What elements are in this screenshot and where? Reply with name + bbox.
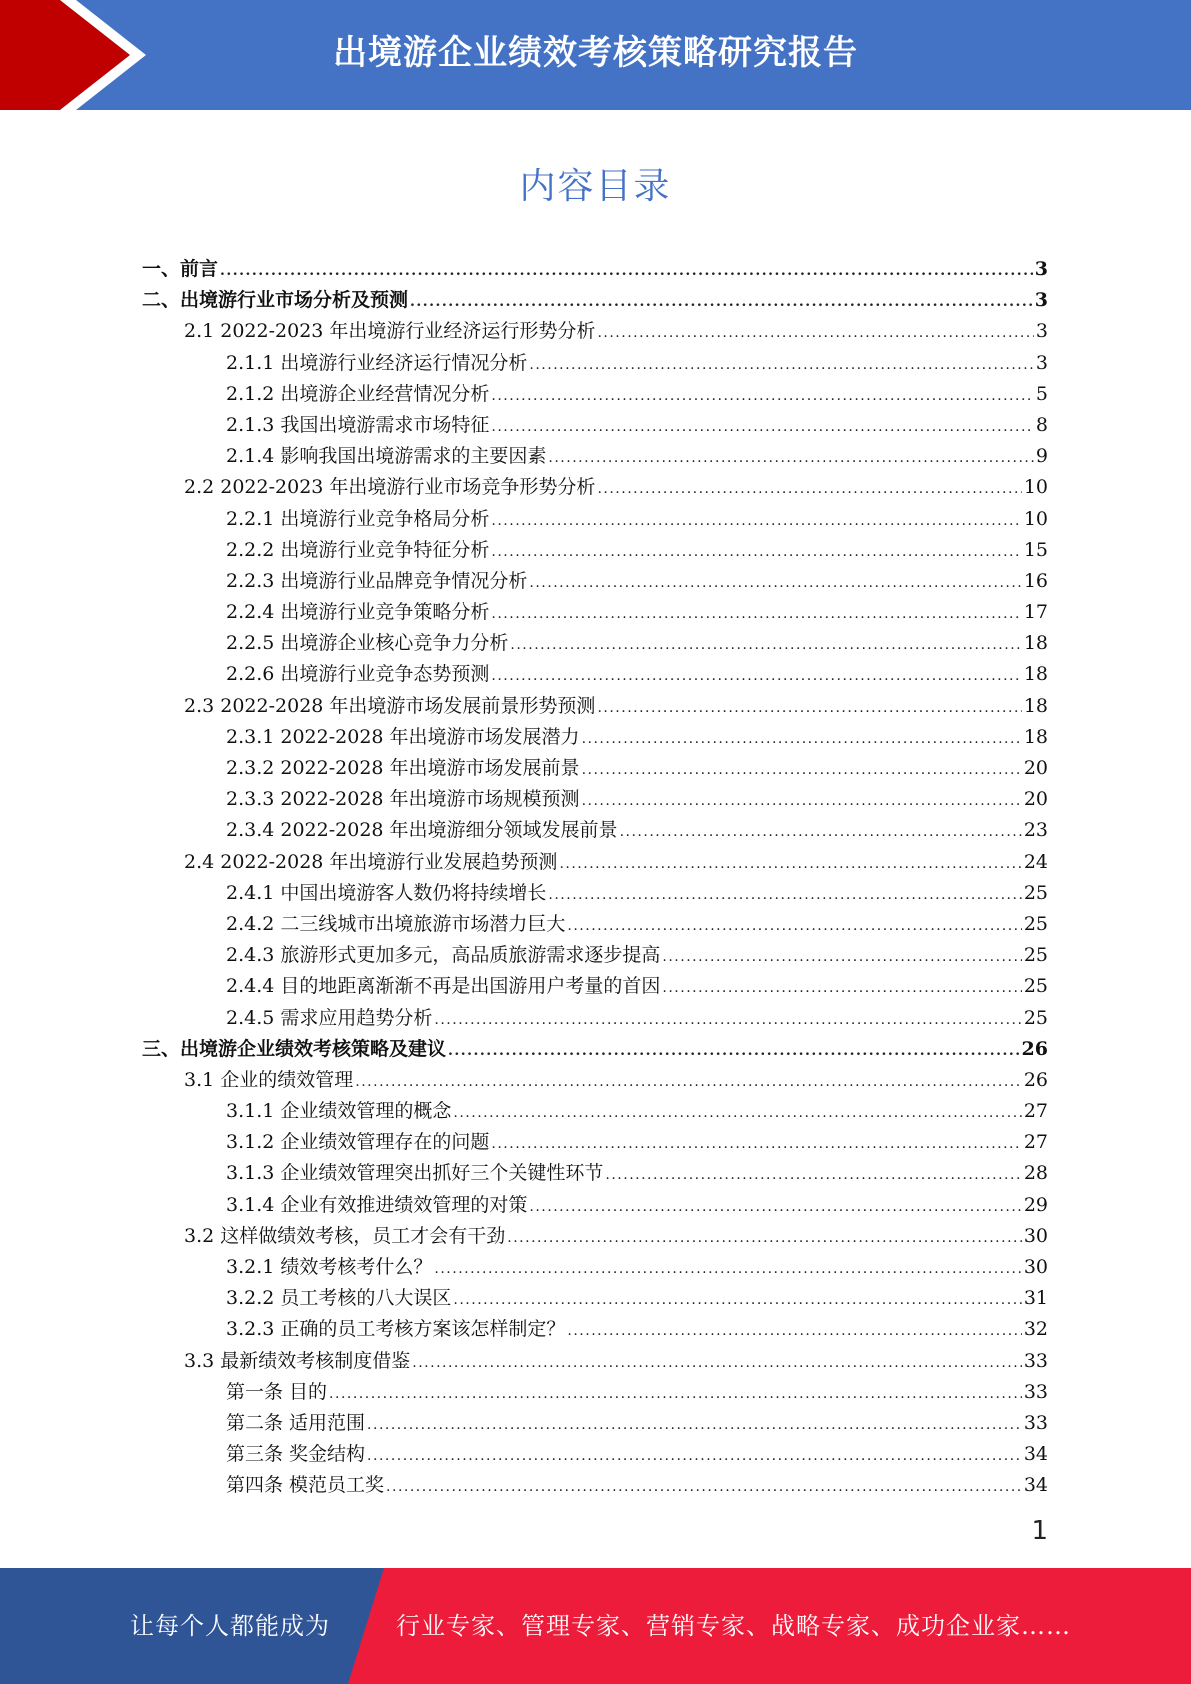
toc-entry-title: 3.1.4 企业有效推进绩效管理的对策 — [226, 1193, 528, 1216]
toc-entry[interactable] — [142, 597, 1048, 628]
toc-entry-page: 34 — [1023, 1443, 1048, 1466]
toc-entry[interactable] — [142, 379, 1048, 410]
toc-heading: 内容目录 — [519, 166, 672, 207]
toc-entry[interactable] — [142, 1003, 1048, 1034]
toc-entry[interactable] — [142, 1127, 1048, 1158]
toc-entry[interactable] — [142, 628, 1048, 659]
toc-entry[interactable] — [142, 504, 1048, 535]
toc-entry-title: 2.2.3 出境游行业品牌竞争情况分析 — [226, 569, 528, 592]
footer-slogan-left: 让每个人都能成为 — [130, 1612, 330, 1640]
toc-entry-page: 28 — [1023, 1162, 1048, 1185]
toc-entry-title: 3.1.3 企业绩效管理突出抓好三个关键性环节 — [226, 1162, 604, 1185]
footer-slogan-right: 行业专家、管理专家、营销专家、战略专家、成功企业家…… — [396, 1612, 1071, 1640]
toc-entry-title: 2.1 2022-2023 年出境游行业经济运行形势分析 — [184, 320, 596, 343]
page-number: 1 — [1031, 1516, 1048, 1546]
toc-dot-leader — [548, 880, 1021, 911]
toc-dot-leader — [220, 256, 1033, 287]
toc-entry-page: 3 — [1034, 258, 1048, 280]
toc-dot-leader — [491, 506, 1021, 537]
toc-dot-leader — [410, 287, 1033, 318]
toc-entry-page: 25 — [1023, 912, 1048, 935]
toc-entry-title: 2.2.6 出境游行业竞争态势预测 — [226, 663, 490, 686]
toc-entry-page: 30 — [1023, 1224, 1048, 1247]
toc-entry[interactable] — [142, 784, 1048, 815]
toc-entry-title: 2.1.3 我国出境游需求市场特征 — [226, 413, 490, 436]
toc-dot-leader — [597, 693, 1021, 724]
toc-entry-page: 34 — [1023, 1474, 1048, 1497]
toc-entry-page: 26 — [1021, 1037, 1048, 1060]
toc-dot-leader — [597, 318, 1033, 349]
toc-entry-title: 2.1.2 出境游企业经营情况分析 — [226, 382, 490, 405]
toc-entry-title: 第三条 奖金结构 — [226, 1443, 366, 1466]
toc-entry-page: 20 — [1023, 788, 1048, 811]
toc-entry-page: 20 — [1023, 757, 1048, 779]
toc-entry-page: 18 — [1023, 663, 1048, 686]
toc-entry[interactable] — [142, 254, 1048, 285]
toc-entry-page: 5 — [1035, 382, 1048, 405]
toc-entry-title: 3.2.1 绩效考核考什么？ — [226, 1256, 433, 1278]
toc-entry[interactable] — [142, 1034, 1048, 1065]
toc-entry[interactable] — [142, 971, 1048, 1002]
toc-dot-leader — [434, 1254, 1021, 1285]
toc-entry[interactable] — [142, 1096, 1048, 1127]
toc-entry[interactable] — [142, 348, 1048, 379]
toc-entry-title: 2.2.2 出境游行业竞争特征分析 — [226, 538, 490, 561]
toc-entry[interactable] — [142, 566, 1048, 597]
toc-entry-page: 33 — [1023, 1411, 1048, 1434]
toc-entry[interactable] — [142, 1252, 1048, 1283]
toc-entry[interactable] — [142, 722, 1048, 753]
toc-entry[interactable] — [142, 316, 1048, 347]
toc-entry-title: 2.4 2022-2028 年出境游行业发展趋势预测 — [184, 850, 558, 873]
toc-entry-page: 16 — [1023, 569, 1048, 592]
toc-entry-title: 2.2.5 出境游企业核心竞争力分析 — [226, 632, 509, 655]
toc-entry-title: 2.4.2 二三线城市出境旅游市场潜力巨大 — [226, 912, 566, 935]
toc-dot-leader — [367, 1410, 1022, 1441]
toc-entry[interactable] — [142, 847, 1048, 878]
toc-entry[interactable] — [142, 472, 1048, 503]
toc-entry[interactable] — [142, 659, 1048, 690]
toc-entry-page: 25 — [1023, 944, 1048, 967]
toc-entry-title: 2.2.4 出境游行业竞争策略分析 — [226, 601, 490, 624]
toc-entry-page: 3 — [1034, 289, 1048, 312]
header-band — [0, 0, 1191, 110]
toc-dot-leader — [491, 412, 1034, 443]
toc-entry-title: 第二条 适用范围 — [226, 1411, 366, 1434]
toc-dot-leader — [582, 724, 1022, 755]
toc-entry-title: 3.1.1 企业绩效管理的概念 — [226, 1100, 452, 1123]
toc-entry-page: 26 — [1023, 1068, 1048, 1091]
toc-entry-page: 3 — [1035, 351, 1048, 374]
toc-entry[interactable] — [142, 1158, 1048, 1189]
toc-entry-title: 3.2.3 正确的员工考核方案该怎样制定？ — [226, 1318, 566, 1341]
toc-entry-page: 27 — [1023, 1131, 1048, 1154]
toc-entry-title: 3.3 最新绩效考核制度借鉴 — [184, 1349, 411, 1372]
toc-entry[interactable] — [142, 878, 1048, 909]
toc-dot-leader — [605, 1160, 1021, 1191]
toc-entry-page: 27 — [1023, 1100, 1048, 1123]
toc-dot-leader — [491, 1129, 1021, 1160]
footer-band — [0, 1568, 1191, 1684]
toc-entry-title: 2.4.1 中国出境游客人数仍将持续增长 — [226, 881, 547, 904]
toc-entry[interactable] — [142, 691, 1048, 722]
toc-entry-page: 30 — [1023, 1256, 1048, 1278]
toc-entry-title: 2.2 2022-2023 年出境游行业市场竞争形势分析 — [184, 476, 596, 499]
toc-dot-leader — [386, 1472, 1022, 1503]
toc-entry-title: 2.4.4 目的地距离渐渐不再是出国游用户考量的首因 — [226, 975, 661, 998]
toc-entry-title: 2.3.4 2022-2028 年出境游细分领域发展前景 — [226, 819, 618, 842]
toc-entry-title: 2.2.1 出境游行业竞争格局分析 — [226, 507, 490, 530]
toc-entry-page: 31 — [1023, 1287, 1048, 1310]
toc-dot-leader — [548, 443, 1034, 474]
toc-dot-leader — [434, 1005, 1021, 1036]
toc-entry-title: 2.3.2 2022-2028 年出境游市场发展前景 — [226, 757, 580, 779]
toc-dot-leader — [507, 1223, 1022, 1254]
toc-entry[interactable] — [142, 1408, 1048, 1439]
toc-dot-leader — [453, 1098, 1021, 1129]
toc-entry[interactable] — [142, 753, 1048, 784]
toc-entry-title: 二、出境游行业市场分析及预测 — [142, 289, 409, 312]
toc-entry-page: 29 — [1023, 1193, 1048, 1216]
toc-entry-title: 2.1.1 出境游行业经济运行情况分析 — [226, 351, 528, 374]
toc-dot-leader — [491, 661, 1021, 692]
toc-entry[interactable] — [142, 1221, 1048, 1252]
toc-dot-leader — [529, 568, 1021, 599]
toc-dot-leader — [412, 1348, 1022, 1379]
toc-dot-leader — [529, 1192, 1021, 1223]
toc-dot-leader — [367, 1441, 1022, 1472]
toc-dot-leader — [662, 973, 1021, 1004]
toc-entry-title: 2.4.5 需求应用趋势分析 — [226, 1006, 433, 1029]
toc-entry-page: 25 — [1023, 881, 1048, 904]
toc-entry-title: 2.3.3 2022-2028 年出境游市场规模预测 — [226, 788, 580, 811]
toc-dot-leader — [491, 381, 1034, 412]
toc-entry-page: 17 — [1023, 601, 1048, 624]
toc-entry[interactable] — [142, 1439, 1048, 1470]
toc-entry-page: 23 — [1023, 819, 1048, 842]
toc-entry-page: 25 — [1023, 1006, 1048, 1029]
toc-entry-page: 18 — [1023, 694, 1048, 717]
toc-entry-page: 32 — [1023, 1318, 1048, 1341]
toc-dot-leader — [582, 786, 1022, 817]
toc-entry[interactable] — [142, 285, 1048, 316]
toc-dot-leader — [597, 474, 1021, 505]
toc-entry[interactable] — [142, 441, 1048, 472]
toc-entry-title: 3.2 这样做绩效考核，员工才会有干劲 — [184, 1224, 506, 1247]
table-of-contents — [142, 254, 1048, 1502]
toc-entry-title: 三、出境游企业绩效考核策略及建议 — [142, 1037, 447, 1060]
toc-entry-title: 第一条 目的 — [226, 1380, 328, 1403]
toc-entry-page: 18 — [1023, 632, 1048, 655]
toc-dot-leader — [491, 599, 1021, 630]
toc-dot-leader — [662, 942, 1021, 973]
toc-entry[interactable] — [142, 1470, 1048, 1501]
toc-entry[interactable] — [142, 1377, 1048, 1408]
toc-dot-leader — [510, 630, 1021, 661]
toc-entry[interactable] — [142, 1346, 1048, 1377]
toc-entry-title: 一、前言 — [142, 258, 219, 280]
toc-dot-leader — [329, 1379, 1022, 1410]
toc-entry-title: 第四条 模范员工奖 — [226, 1474, 385, 1497]
toc-entry[interactable] — [142, 909, 1048, 940]
toc-entry-title: 3.1.2 企业绩效管理存在的问题 — [226, 1131, 490, 1154]
toc-dot-leader — [529, 350, 1034, 381]
toc-entry[interactable] — [142, 1190, 1048, 1221]
toc-entry-title: 2.4.3 旅游形式更加多元，高品质旅游需求逐步提高 — [226, 944, 661, 967]
toc-entry[interactable] — [142, 410, 1048, 441]
toc-entry-page: 15 — [1023, 538, 1048, 561]
toc-dot-leader — [582, 755, 1022, 786]
toc-dot-leader — [355, 1067, 1022, 1098]
toc-entry[interactable] — [142, 1314, 1048, 1345]
toc-entry-page: 8 — [1035, 413, 1048, 436]
toc-entry[interactable] — [142, 1065, 1048, 1096]
toc-dot-leader — [620, 817, 1022, 848]
toc-entry-page: 33 — [1023, 1349, 1048, 1372]
toc-dot-leader — [567, 911, 1021, 942]
toc-entry-title: 2.3.1 2022-2028 年出境游市场发展潜力 — [226, 725, 580, 748]
toc-entry-page: 25 — [1023, 975, 1048, 998]
toc-entry-title: 2.1.4 影响我国出境游需求的主要因素 — [226, 445, 547, 468]
toc-entry[interactable] — [142, 535, 1048, 566]
toc-entry-page: 18 — [1023, 725, 1048, 748]
toc-entry-title: 2.3 2022-2028 年出境游市场发展前景形势预测 — [184, 694, 596, 717]
toc-dot-leader — [491, 537, 1021, 568]
toc-entry[interactable] — [142, 940, 1048, 971]
toc-dot-leader — [559, 849, 1021, 880]
toc-entry-page: 3 — [1035, 320, 1048, 343]
toc-dot-leader — [453, 1285, 1021, 1316]
toc-entry-page: 10 — [1023, 476, 1048, 499]
toc-entry-page: 24 — [1023, 850, 1048, 873]
report-title: 出境游企业绩效考核策略研究报告 — [333, 33, 858, 73]
toc-entry-title: 3.2.2 员工考核的八大误区 — [226, 1287, 452, 1310]
toc-dot-leader — [567, 1316, 1021, 1347]
toc-entry-title: 3.1 企业的绩效管理 — [184, 1068, 354, 1091]
toc-entry[interactable] — [142, 815, 1048, 846]
toc-entry[interactable] — [142, 1283, 1048, 1314]
toc-entry-page: 9 — [1035, 445, 1048, 468]
toc-entry-page: 33 — [1023, 1380, 1048, 1403]
toc-entry-page: 10 — [1023, 507, 1048, 530]
toc-dot-leader — [448, 1036, 1020, 1067]
